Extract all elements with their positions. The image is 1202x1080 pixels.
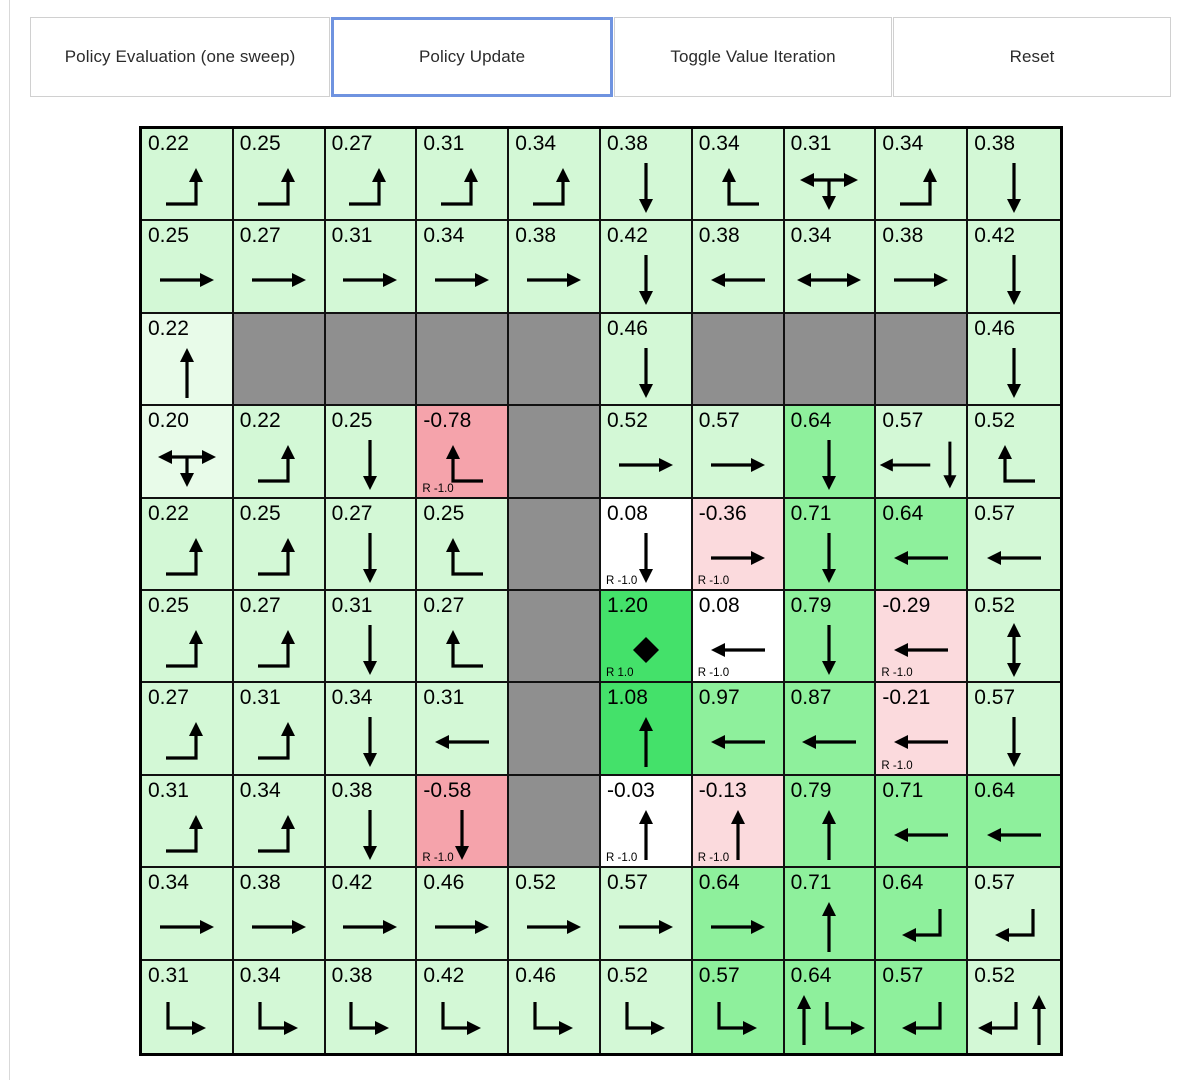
grid-cell[interactable] (968, 961, 1060, 1053)
grid-cell[interactable] (785, 776, 877, 868)
policy-arrow-icon (234, 621, 324, 679)
grid-cell[interactable] (785, 221, 877, 313)
cell-value: 0.52 (607, 409, 648, 433)
left-border-strip (0, 0, 10, 1080)
grid-cell[interactable] (785, 961, 877, 1053)
cell-value: 0.22 (148, 501, 189, 525)
grid-cell[interactable] (601, 591, 693, 683)
grid-cell[interactable] (326, 868, 418, 960)
cell-value: 0.46 (423, 871, 465, 895)
cell-value: 0.79 (790, 778, 832, 802)
grid-cell[interactable] (234, 868, 326, 960)
grid-cell[interactable] (142, 868, 234, 960)
grid-cell[interactable] (326, 221, 418, 313)
grid-cell[interactable] (693, 776, 785, 868)
grid-cell[interactable] (693, 961, 785, 1053)
cell-value: 0.64 (974, 778, 1016, 802)
cell-reward-label: R -1.0 (422, 482, 454, 495)
cell-value: 0.46 (607, 316, 648, 340)
toolbar (30, 17, 1172, 97)
grid-cell[interactable] (785, 129, 877, 221)
grid-cell[interactable] (785, 499, 877, 591)
grid-cell-wall[interactable] (509, 406, 601, 498)
grid-cell[interactable] (142, 776, 234, 868)
policy-arrow-icon (417, 621, 507, 679)
policy-arrow-icon (142, 806, 232, 864)
cell-value: 0.57 (882, 963, 924, 987)
grid-cell[interactable] (142, 129, 234, 221)
grid-cell-wall[interactable] (509, 591, 601, 683)
policy-arrow-icon (509, 159, 599, 217)
cell-value: 0.34 (423, 224, 465, 248)
cell-reward-label: R -1.0 (422, 852, 454, 865)
cell-reward-label: R 1.0 (606, 667, 634, 680)
cell-value: 0.34 (148, 871, 189, 895)
grid-cell[interactable] (968, 129, 1060, 221)
cell-value: -0.03 (607, 778, 655, 802)
policy-arrow-icon (968, 806, 1060, 864)
cell-value: 0.38 (331, 778, 373, 802)
grid-cell[interactable] (785, 868, 877, 960)
grid-cell-wall[interactable] (417, 314, 509, 406)
policy-arrow-icon (693, 159, 783, 217)
grid-cell[interactable] (142, 406, 234, 498)
grid-cell[interactable] (876, 683, 968, 775)
policy-arrow-icon (417, 251, 507, 309)
policy-arrow-icon (509, 898, 599, 956)
cell-value: 1.08 (607, 686, 648, 710)
grid-cell[interactable] (601, 683, 693, 775)
policy-arrow-icon (968, 898, 1060, 956)
cell-value: 0.79 (790, 594, 832, 617)
cell-value: 0.08 (607, 501, 648, 525)
policy-arrow-icon (601, 436, 691, 494)
cell-reward-label: R -1.0 (881, 667, 913, 680)
grid-cell[interactable] (693, 129, 785, 221)
cell-value: 0.46 (515, 963, 557, 987)
policy-arrow-icon (785, 713, 875, 771)
cell-value: 0.25 (239, 501, 281, 525)
cell-value: -0.78 (423, 409, 472, 433)
grid-cell[interactable] (785, 591, 877, 683)
policy-arrow-icon (876, 159, 966, 217)
policy-arrow-icon (142, 898, 232, 956)
policy-arrow-icon (693, 898, 783, 956)
grid-cell-wall[interactable] (509, 776, 601, 868)
cell-value: 0.31 (423, 686, 465, 710)
policy-arrow-icon (785, 436, 875, 494)
policy-arrow-icon (876, 898, 966, 956)
cell-value: 0.31 (331, 594, 373, 617)
policy-arrow-icon (876, 436, 966, 494)
grid-cell[interactable] (601, 129, 693, 221)
grid-cell[interactable] (326, 776, 418, 868)
grid-cell[interactable] (234, 499, 326, 591)
cell-reward-label: R -1.0 (697, 575, 730, 587)
cell-reward-label: R -1.0 (606, 852, 638, 865)
policy-arrow-icon (968, 436, 1060, 494)
grid-cell[interactable] (968, 221, 1060, 313)
policy-arrow-icon (326, 621, 416, 679)
grid-cell[interactable] (234, 591, 326, 683)
grid-cell[interactable] (601, 776, 693, 868)
grid-cell[interactable] (142, 591, 234, 683)
cell-value: 0.34 (239, 778, 281, 802)
cell-value: 0.64 (882, 501, 924, 525)
grid-cell-wall[interactable] (509, 314, 601, 406)
cell-value: 0.34 (239, 963, 281, 987)
grid-cell[interactable] (509, 129, 601, 221)
policy-arrow-icon (142, 991, 232, 1049)
grid-cell[interactable] (509, 961, 601, 1053)
policy-arrow-icon (693, 713, 783, 771)
policy-arrow-icon (142, 251, 232, 309)
cell-value: 0.38 (974, 132, 1016, 155)
grid-cell[interactable] (417, 129, 509, 221)
policy-update-button[interactable]: Policy Update (331, 17, 613, 97)
grid-cell[interactable] (876, 776, 968, 868)
cell-value: 0.64 (790, 409, 832, 433)
cell-value: 0.31 (239, 686, 281, 710)
grid-cells[interactable] (142, 129, 1060, 1053)
policy-arrow-icon (142, 621, 232, 679)
grid-cell-wall[interactable] (785, 314, 877, 406)
policy-arrow-icon (785, 529, 875, 587)
policy-arrow-icon (417, 898, 507, 956)
cell-value: 0.31 (148, 963, 189, 987)
grid-cell[interactable] (417, 868, 509, 960)
grid-cell[interactable] (968, 406, 1060, 498)
cell-value: 0.25 (239, 132, 281, 155)
policy-evaluation-button[interactable]: Policy Evaluation (one sweep) (30, 17, 330, 97)
grid-cell-wall[interactable] (509, 683, 601, 775)
grid-cell[interactable] (509, 221, 601, 313)
cell-value: 0.34 (698, 132, 740, 155)
cell-reward-label: R -1.0 (697, 852, 730, 865)
toggle-value-iteration-button[interactable]: Toggle Value Iteration (614, 17, 892, 97)
grid-cell[interactable] (876, 499, 968, 591)
cell-value: 0.25 (148, 594, 189, 617)
grid-cell[interactable] (968, 683, 1060, 775)
cell-value: -0.29 (882, 594, 931, 617)
policy-arrow-icon (326, 991, 416, 1049)
grid-cell[interactable] (417, 776, 509, 868)
grid-cell[interactable] (326, 129, 418, 221)
grid-cell[interactable] (234, 129, 326, 221)
policy-arrow-icon (968, 713, 1060, 771)
cell-value: 0.57 (974, 686, 1016, 710)
cell-value: 0.52 (515, 871, 557, 895)
grid-cell-wall[interactable] (234, 314, 326, 406)
policy-arrow-icon (326, 806, 416, 864)
grid-cell[interactable] (417, 683, 509, 775)
cell-value: 0.38 (882, 224, 924, 248)
grid-cell[interactable] (234, 683, 326, 775)
grid-cell[interactable] (142, 683, 234, 775)
cell-value: 0.22 (148, 132, 189, 155)
grid-cell[interactable] (417, 961, 509, 1053)
grid-cell[interactable] (326, 406, 418, 498)
grid-cell[interactable] (601, 499, 693, 591)
policy-arrow-icon (785, 991, 875, 1049)
policy-arrow-icon (693, 436, 783, 494)
grid-cell[interactable] (693, 868, 785, 960)
policy-arrow-icon (601, 898, 691, 956)
grid-cell[interactable] (968, 776, 1060, 868)
grid-cell[interactable] (785, 683, 877, 775)
policy-arrow-icon (509, 251, 599, 309)
policy-arrow-icon (142, 344, 232, 402)
cell-value: 0.71 (882, 778, 924, 802)
grid-cell[interactable] (509, 868, 601, 960)
policy-arrow-icon (785, 898, 875, 956)
grid-cell[interactable] (876, 406, 968, 498)
cell-reward-label: R -1.0 (606, 575, 638, 587)
grid-cell[interactable] (968, 499, 1060, 591)
policy-arrow-icon (601, 159, 691, 217)
cell-value: 0.57 (974, 871, 1016, 895)
grid-cell[interactable] (326, 499, 418, 591)
reset-button[interactable]: Reset (893, 17, 1171, 97)
grid-cell[interactable] (234, 221, 326, 313)
grid-cell[interactable] (876, 221, 968, 313)
cell-value: 0.22 (239, 409, 281, 433)
policy-arrow-icon (601, 991, 691, 1049)
grid-cell[interactable] (326, 683, 418, 775)
cell-value: 0.31 (148, 778, 189, 802)
cell-value: 1.20 (607, 594, 648, 617)
policy-arrow-icon (785, 806, 875, 864)
cell-value: -0.13 (698, 778, 747, 802)
cell-value: 0.27 (239, 594, 281, 617)
cell-value: 0.27 (239, 224, 281, 248)
policy-arrow-icon (693, 991, 783, 1049)
cell-value: 0.34 (882, 132, 924, 155)
cell-value: 0.25 (423, 501, 465, 525)
cell-value: 0.38 (239, 871, 281, 895)
policy-arrow-icon (601, 713, 691, 771)
policy-arrow-icon (326, 251, 416, 309)
cell-value: 0.31 (790, 132, 832, 155)
cell-value: 0.57 (607, 871, 648, 895)
cell-value: 0.64 (790, 963, 832, 987)
cell-value: 0.64 (698, 871, 740, 895)
cell-value: 0.52 (974, 963, 1016, 987)
policy-arrow-icon (234, 898, 324, 956)
policy-arrow-icon (968, 251, 1060, 309)
cell-value: 0.42 (607, 224, 648, 248)
policy-arrow-icon (326, 159, 416, 217)
cell-value: 0.87 (790, 686, 832, 710)
grid-cell[interactable] (601, 406, 693, 498)
grid-cell[interactable] (142, 314, 234, 406)
policy-arrow-icon (417, 159, 507, 217)
cell-value: 0.31 (331, 224, 373, 248)
cell-value: 0.25 (148, 224, 189, 248)
cell-value: 0.31 (423, 132, 465, 155)
cell-value: -0.58 (423, 778, 472, 802)
policy-arrow-icon (417, 529, 507, 587)
cell-reward-label: R -1.0 (697, 667, 730, 680)
grid-cell[interactable] (417, 406, 509, 498)
policy-arrow-icon (968, 991, 1060, 1049)
cell-value: 0.38 (515, 224, 557, 248)
grid-cell[interactable] (234, 776, 326, 868)
grid-cell[interactable] (601, 868, 693, 960)
cell-value: 0.97 (698, 686, 740, 710)
policy-arrow-icon (968, 159, 1060, 217)
cell-value: 0.34 (790, 224, 832, 248)
cell-value: 0.57 (698, 963, 740, 987)
grid-cell[interactable] (876, 961, 968, 1053)
cell-value: 0.27 (331, 501, 373, 525)
cell-value: 0.08 (698, 594, 740, 617)
policy-arrow-icon (785, 621, 875, 679)
cell-value: 0.38 (607, 132, 648, 155)
policy-arrow-icon (234, 806, 324, 864)
grid-cell[interactable] (876, 868, 968, 960)
grid-cell-wall[interactable] (326, 314, 418, 406)
grid-cell[interactable] (693, 591, 785, 683)
cell-value: 0.34 (331, 686, 373, 710)
policy-arrow-icon (142, 159, 232, 217)
policy-arrow-icon (142, 436, 232, 494)
grid-cell[interactable] (417, 499, 509, 591)
grid-cell-wall[interactable] (693, 314, 785, 406)
policy-arrow-icon (785, 251, 875, 309)
policy-arrow-icon (968, 621, 1060, 679)
grid-cell[interactable] (968, 314, 1060, 406)
cell-value: 0.57 (882, 409, 924, 433)
grid-cell[interactable] (693, 683, 785, 775)
policy-arrow-icon (234, 159, 324, 217)
grid-cell[interactable] (142, 499, 234, 591)
policy-arrow-icon (968, 529, 1060, 587)
policy-arrow-icon (234, 251, 324, 309)
grid-cell[interactable] (234, 961, 326, 1053)
policy-arrow-icon (876, 806, 966, 864)
cell-reward-label: R -1.0 (881, 759, 913, 772)
cell-value: 0.38 (331, 963, 373, 987)
cell-value: 0.42 (331, 871, 373, 895)
grid-cell[interactable] (601, 961, 693, 1053)
cell-value: 0.27 (331, 132, 373, 155)
grid-cell[interactable] (876, 591, 968, 683)
policy-arrow-icon (876, 251, 966, 309)
policy-arrow-icon (142, 529, 232, 587)
cell-value: 0.27 (423, 594, 465, 617)
grid-cell[interactable] (142, 221, 234, 313)
cell-value: 0.42 (974, 224, 1016, 248)
gridworld[interactable] (139, 126, 1063, 1056)
grid-cell-wall[interactable] (509, 499, 601, 591)
cell-value: 0.46 (974, 316, 1016, 340)
cell-value: 0.52 (974, 409, 1016, 433)
policy-arrow-icon (417, 713, 507, 771)
policy-arrow-icon (785, 159, 875, 217)
grid-cell[interactable] (601, 221, 693, 313)
policy-arrow-icon (234, 713, 324, 771)
policy-arrow-icon (326, 898, 416, 956)
policy-arrow-icon (601, 251, 691, 309)
cell-value: 0.38 (698, 224, 740, 248)
cell-value: 0.57 (698, 409, 740, 433)
policy-arrow-icon (693, 251, 783, 309)
grid-cell[interactable] (326, 591, 418, 683)
policy-arrow-icon (326, 436, 416, 494)
grid-cell-wall[interactable] (876, 314, 968, 406)
cell-value: 0.71 (790, 501, 832, 525)
policy-arrow-icon (968, 344, 1060, 402)
policy-arrow-icon (142, 713, 232, 771)
cell-value: 0.57 (974, 501, 1016, 525)
grid-cell[interactable] (142, 961, 234, 1053)
policy-arrow-icon (234, 991, 324, 1049)
grid-cell[interactable] (326, 961, 418, 1053)
grid-cell[interactable] (693, 499, 785, 591)
cell-value: -0.21 (882, 686, 931, 710)
policy-arrow-icon (876, 991, 966, 1049)
cell-value: 0.22 (148, 316, 189, 340)
cell-value: 0.27 (148, 686, 189, 710)
grid-cell[interactable] (968, 868, 1060, 960)
policy-arrow-icon (509, 991, 599, 1049)
cell-value: 0.52 (607, 963, 648, 987)
cell-value: 0.52 (974, 594, 1016, 617)
policy-arrow-icon (234, 529, 324, 587)
cell-value: 0.34 (515, 132, 557, 155)
grid-cell[interactable] (876, 129, 968, 221)
grid-cell[interactable] (417, 221, 509, 313)
grid-cell[interactable] (968, 591, 1060, 683)
cell-value: 0.25 (331, 409, 373, 433)
cell-value: 0.42 (423, 963, 465, 987)
policy-arrow-icon (876, 529, 966, 587)
policy-arrow-icon (417, 991, 507, 1049)
cell-value: 0.20 (148, 409, 189, 433)
grid-cell[interactable] (693, 406, 785, 498)
cell-value: -0.36 (698, 501, 747, 525)
policy-arrow-icon (234, 436, 324, 494)
cell-value: 0.64 (882, 871, 924, 895)
grid-cell[interactable] (417, 591, 509, 683)
grid-cell[interactable] (234, 406, 326, 498)
grid-cell[interactable] (601, 314, 693, 406)
policy-arrow-icon (326, 529, 416, 587)
grid-cell[interactable] (785, 406, 877, 498)
policy-arrow-icon (601, 344, 691, 402)
policy-arrow-icon (326, 713, 416, 771)
cell-value: 0.71 (790, 871, 832, 895)
grid-cell[interactable] (693, 221, 785, 313)
